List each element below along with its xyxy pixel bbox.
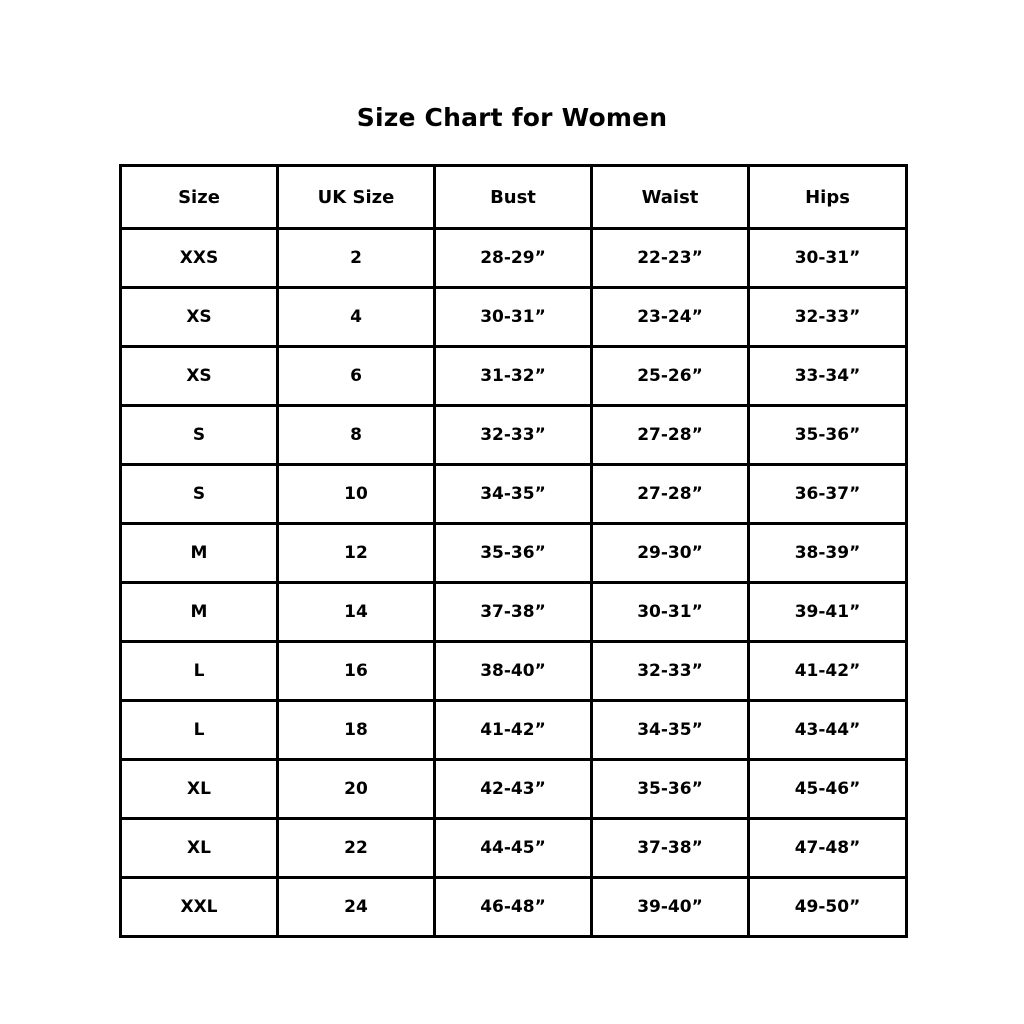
cell-hips: 38-39” — [749, 524, 907, 583]
table-row — [121, 347, 907, 406]
cell-uk-size: 24 — [278, 878, 435, 937]
table-row — [121, 583, 907, 642]
cell-size: XXS — [121, 229, 278, 288]
column-header-bust: Bust — [435, 166, 592, 229]
page-title: Size Chart for Women — [356, 103, 668, 132]
cell-hips: 33-34” — [749, 347, 907, 406]
cell-uk-size: 18 — [278, 701, 435, 760]
cell-waist: 25-26” — [592, 347, 749, 406]
column-header-hips: Hips — [749, 166, 907, 229]
cell-bust: 37-38” — [435, 583, 592, 642]
cell-bust: 35-36” — [435, 524, 592, 583]
cell-uk-size: 6 — [278, 347, 435, 406]
cell-uk-size: 14 — [278, 583, 435, 642]
cell-waist: 37-38” — [592, 819, 749, 878]
cell-size: M — [121, 583, 278, 642]
cell-uk-size: 8 — [278, 406, 435, 465]
cell-hips: 39-41” — [749, 583, 907, 642]
cell-hips: 41-42” — [749, 642, 907, 701]
cell-waist: 27-28” — [592, 465, 749, 524]
cell-hips: 43-44” — [749, 701, 907, 760]
cell-uk-size: 10 — [278, 465, 435, 524]
table-row — [121, 642, 907, 701]
cell-hips: 35-36” — [749, 406, 907, 465]
cell-bust: 42-43” — [435, 760, 592, 819]
cell-hips: 47-48” — [749, 819, 907, 878]
cell-waist: 27-28” — [592, 406, 749, 465]
cell-hips: 49-50” — [749, 878, 907, 937]
cell-waist: 39-40” — [592, 878, 749, 937]
cell-size: M — [121, 524, 278, 583]
cell-waist: 22-23” — [592, 229, 749, 288]
cell-bust: 32-33” — [435, 406, 592, 465]
size-table-container — [119, 164, 905, 938]
cell-bust: 34-35” — [435, 465, 592, 524]
cell-bust: 31-32” — [435, 347, 592, 406]
cell-uk-size: 20 — [278, 760, 435, 819]
cell-bust: 44-45” — [435, 819, 592, 878]
cell-size: XS — [121, 347, 278, 406]
column-header-uk-size: UK Size — [278, 166, 435, 229]
cell-uk-size: 16 — [278, 642, 435, 701]
table-row — [121, 524, 907, 583]
cell-hips: 30-31” — [749, 229, 907, 288]
cell-size: XXL — [121, 878, 278, 937]
cell-bust: 46-48” — [435, 878, 592, 937]
table-row — [121, 288, 907, 347]
table-row — [121, 229, 907, 288]
cell-size: L — [121, 701, 278, 760]
cell-uk-size: 12 — [278, 524, 435, 583]
cell-hips: 32-33” — [749, 288, 907, 347]
table-row — [121, 878, 907, 937]
cell-uk-size: 4 — [278, 288, 435, 347]
size-table — [119, 164, 908, 938]
column-header-size: Size — [121, 166, 278, 229]
table-row — [121, 819, 907, 878]
cell-waist: 34-35” — [592, 701, 749, 760]
cell-hips: 45-46” — [749, 760, 907, 819]
cell-size: XS — [121, 288, 278, 347]
table-row — [121, 760, 907, 819]
cell-size: S — [121, 406, 278, 465]
cell-waist: 23-24” — [592, 288, 749, 347]
cell-waist: 29-30” — [592, 524, 749, 583]
cell-size: S — [121, 465, 278, 524]
cell-bust: 30-31” — [435, 288, 592, 347]
cell-bust: 38-40” — [435, 642, 592, 701]
table-header-row — [121, 166, 907, 229]
cell-uk-size: 22 — [278, 819, 435, 878]
cell-size: XL — [121, 819, 278, 878]
cell-size: XL — [121, 760, 278, 819]
table-row — [121, 701, 907, 760]
cell-bust: 28-29” — [435, 229, 592, 288]
cell-uk-size: 2 — [278, 229, 435, 288]
column-header-waist: Waist — [592, 166, 749, 229]
cell-bust: 41-42” — [435, 701, 592, 760]
cell-waist: 35-36” — [592, 760, 749, 819]
cell-waist: 30-31” — [592, 583, 749, 642]
table-row — [121, 465, 907, 524]
cell-waist: 32-33” — [592, 642, 749, 701]
cell-size: L — [121, 642, 278, 701]
cell-hips: 36-37” — [749, 465, 907, 524]
table-row — [121, 406, 907, 465]
